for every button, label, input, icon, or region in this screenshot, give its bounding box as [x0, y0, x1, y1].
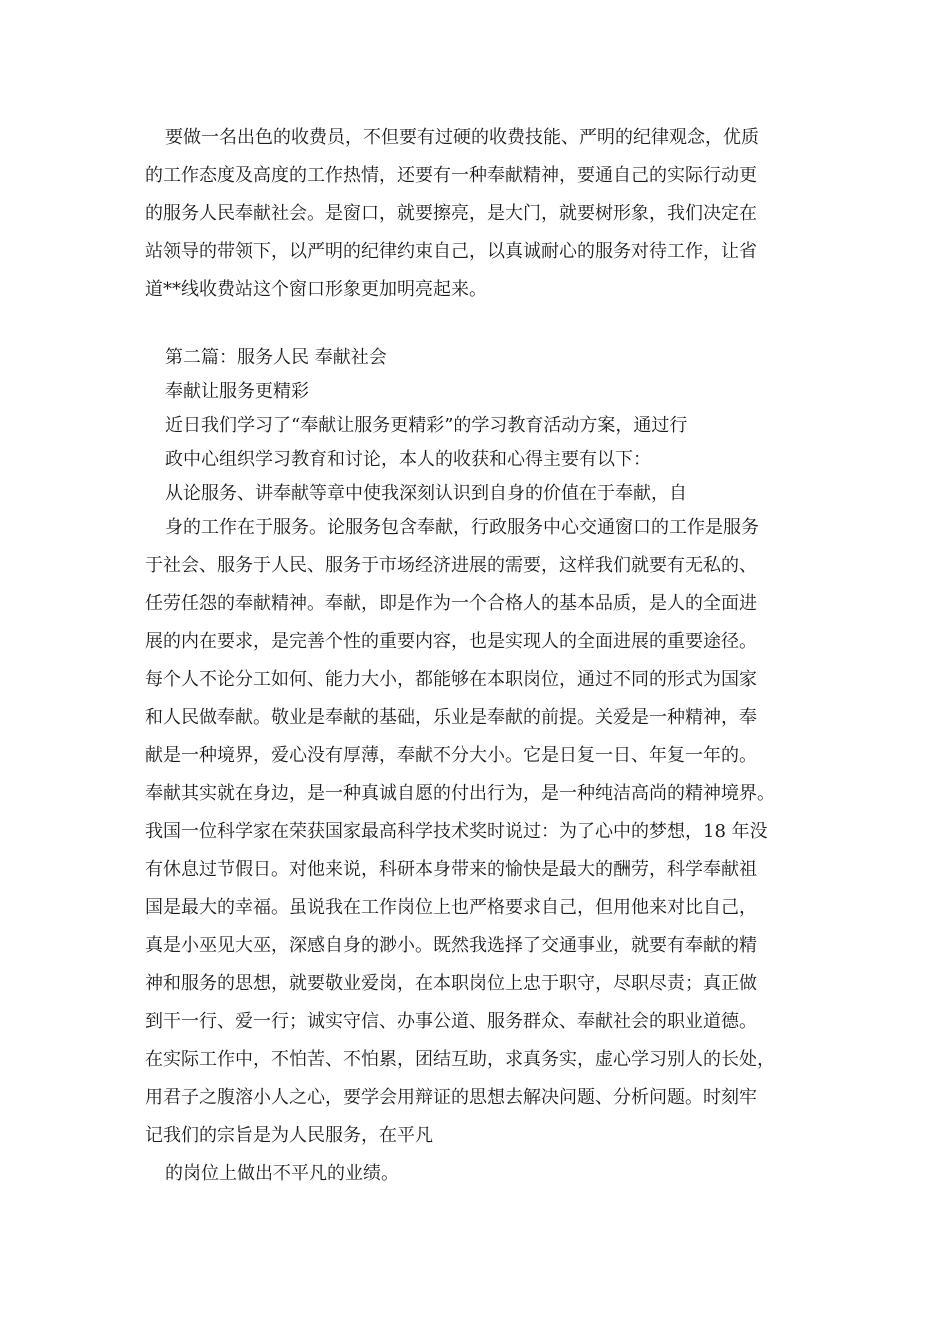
paragraph-line: 奉献其实就在身边，是一种真诚自愿的付出行为，是一种纯洁高尚的精神境界。	[145, 783, 775, 804]
section-subheading: 奉献让服务更精彩	[165, 381, 309, 402]
paragraph-line: 神和服务的思想，就要敬业爱岗，在本职岗位上忠于职守，尽职尽责；真正做	[145, 973, 757, 994]
paragraph-line: 站领导的带领下，以严明的纪律约束自己，以真诚耐心的服务对待工作，让省	[145, 241, 757, 262]
paragraph-line: 在实际工作中，不怕苦、不怕累，团结互助，求真务实，虚心学习别人的长处，	[145, 1049, 775, 1070]
paragraph-line: 的岗位上做出不平凡的业绩。	[165, 1163, 399, 1184]
paragraph-line: 每个人不论分工如何、能力大小，都能够在本职岗位，通过不同的形式为国家	[145, 669, 757, 690]
paragraph-line: 真是小巫见大巫，深感自身的渺小。既然我选择了交通事业，就要有奉献的精	[145, 935, 757, 956]
paragraph-line: 记我们的宗旨是为人民服务，在平凡	[145, 1125, 433, 1146]
paragraph-line: 要做一名出色的收费员，不但要有过硬的收费技能、严明的纪律观念，优质	[165, 127, 759, 148]
paragraph-line: 国是最大的幸福。虽说我在工作岗位上也严格要求自己，但用他来对比自己，	[145, 897, 757, 918]
paragraph-line: 用君子之腹溶小人之心，要学会用辩证的思想去解决问题、分析问题。时刻牢	[145, 1087, 757, 1108]
paragraph-line: 近日我们学习了“奉献让服务更精彩”的学习教育活动方案，通过行	[165, 415, 688, 436]
section-heading: 第二篇：服务人民 奉献社会	[165, 347, 387, 368]
paragraph-line: 献是一种境界，爱心没有厚薄，奉献不分大小。它是日复一日、年复一年的。	[145, 745, 757, 766]
paragraph-line: 政中心组织学习教育和讨论，本人的收获和心得主要有以下：	[165, 449, 651, 470]
paragraph-line: 展的内在要求，是完善个性的重要内容，也是实现人的全面进展的重要途径。	[145, 631, 757, 652]
paragraph-line: 和人民做奉献。敬业是奉献的基础，乐业是奉献的前提。关爱是一种精神，奉	[145, 707, 757, 728]
paragraph-line: 的服务人民奉献社会。是窗口，就要擦亮，是大门，就要树形象，我们决定在	[145, 203, 757, 224]
paragraph-line: 的工作态度及高度的工作热情，还要有一种奉献精神，要通自己的实际行动更	[145, 165, 757, 186]
paragraph-line: 道**线收费站这个窗口形象更加明亮起来。	[145, 279, 487, 300]
paragraph-line: 任劳任怨的奉献精神。奉献，即是作为一个合格人的基本品质，是人的全面进	[145, 593, 757, 614]
paragraph-line: 从论服务、讲奉献等章中使我深刻认识到自身的价值在于奉献，自	[165, 483, 687, 504]
paragraph-line: 于社会、服务于人民、服务于市场经济进展的需要，这样我们就要有无私的、	[145, 555, 757, 576]
paragraph-line: 到干一行、爱一行；诚实守信、办事公道、服务群众、奉献社会的职业道德。	[145, 1011, 757, 1032]
paragraph-line: 我国一位科学家在荣获国家最高科学技术奖时说过：为了心中的梦想，18 年没	[145, 821, 768, 842]
paragraph-line: 有休息过节假日。对他来说，科研本身带来的愉快是最大的酬劳，科学奉献祖	[145, 859, 757, 880]
paragraph-line: 身的工作在于服务。论服务包含奉献，行政服务中心交通窗口的工作是服务	[165, 517, 759, 538]
